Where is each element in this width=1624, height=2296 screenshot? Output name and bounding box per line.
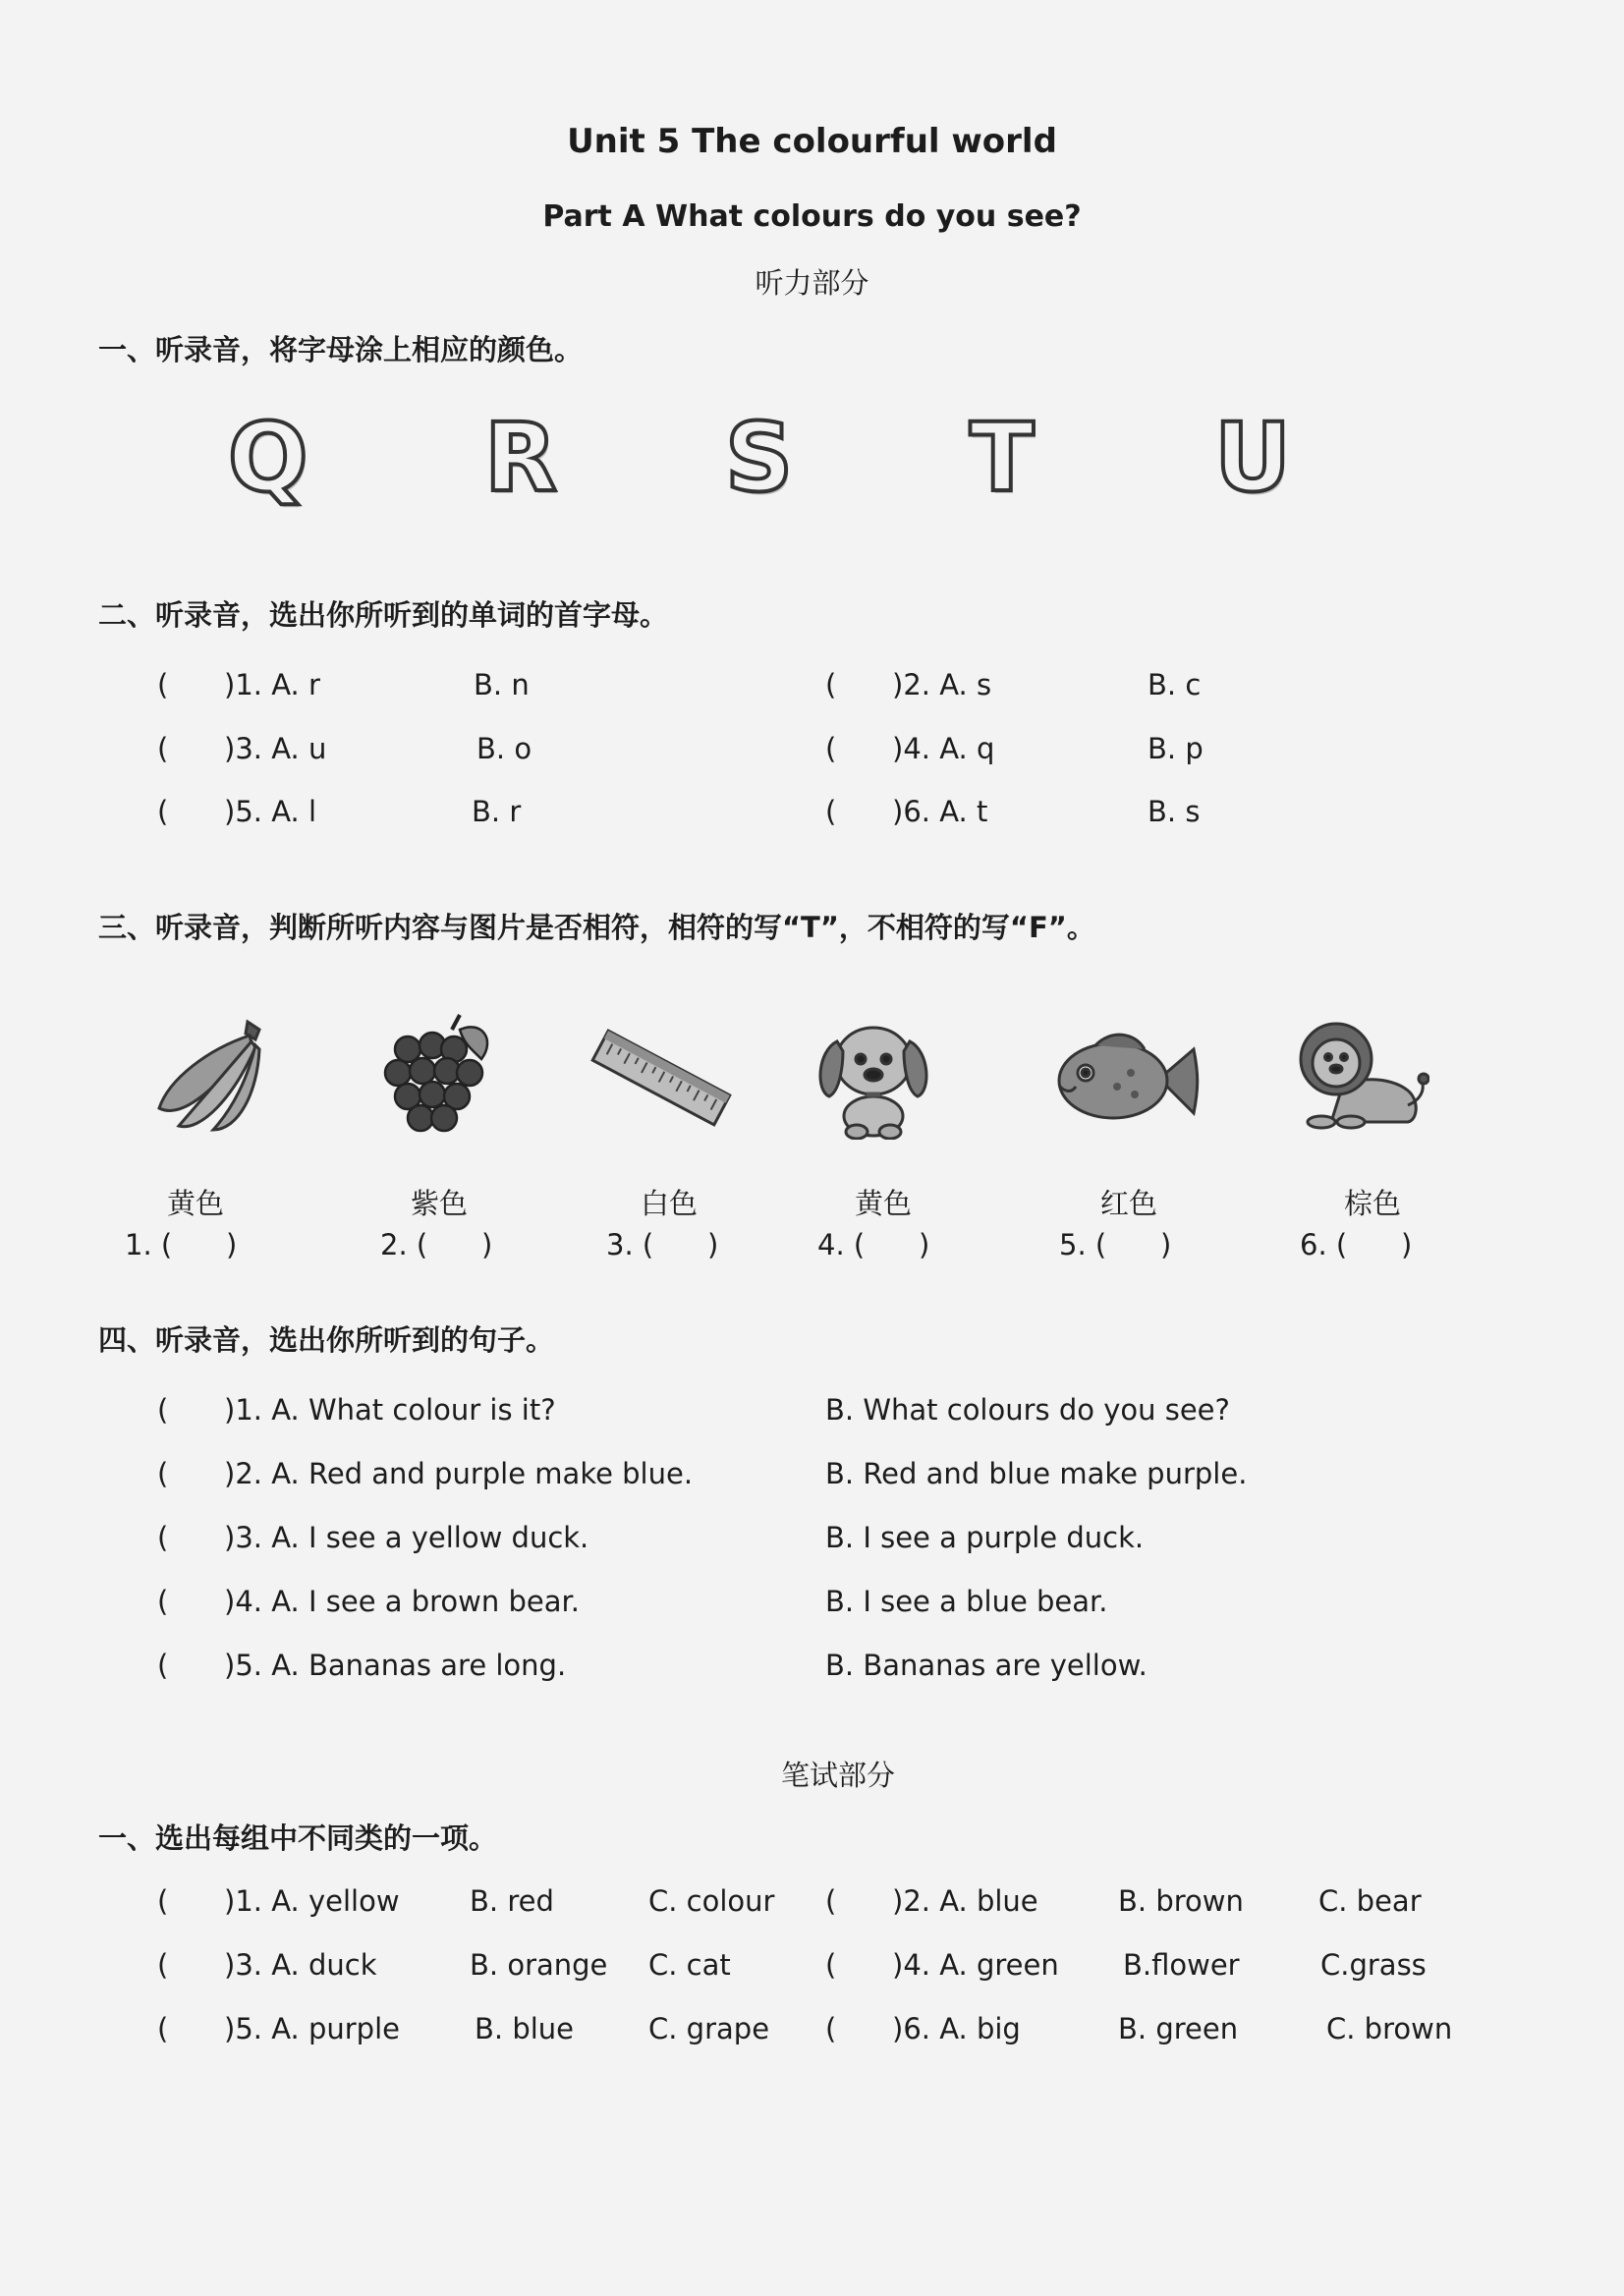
- item-close: ): [707, 1228, 719, 1261]
- sentence-option-a: )5. A. Bananas are long.: [224, 1649, 567, 1682]
- sentence-option-a: )3. A. I see a yellow duck.: [224, 1521, 589, 1554]
- choice-c: C. bear: [1318, 1884, 1422, 1918]
- answer-blank[interactable]: (: [157, 1457, 169, 1490]
- answer-blank[interactable]: (: [157, 1521, 169, 1554]
- sentence-option-a: )2. A. Red and purple make blue.: [224, 1457, 694, 1490]
- answer-blank[interactable]: (: [825, 668, 837, 701]
- item-number[interactable]: 1. (: [125, 1228, 173, 1261]
- answer-blank[interactable]: (: [825, 1948, 837, 1982]
- answer-blank[interactable]: (: [157, 2012, 169, 2045]
- choice-a: )1. A. yellow: [224, 1884, 400, 1918]
- choice-b: B. brown: [1118, 1884, 1244, 1918]
- item-close: ): [919, 1228, 930, 1261]
- color-label: 黄色: [167, 1187, 225, 1220]
- sentence-option-b: B. I see a purple duck.: [825, 1521, 1145, 1554]
- choice-b: B. red: [470, 1884, 554, 1918]
- question-option-a: )6. A. t: [892, 795, 988, 828]
- item-close: ): [226, 1228, 238, 1261]
- item-number[interactable]: 2. (: [380, 1228, 428, 1261]
- question-option-a: )5. A. l: [224, 795, 317, 828]
- dog-icon: [808, 1012, 940, 1140]
- choice-a: )4. A. green: [892, 1948, 1059, 1982]
- lion-icon: [1292, 1012, 1429, 1135]
- page-subtitle: Part A What colours do you see?: [542, 199, 1082, 234]
- choice-a: )5. A. purple: [224, 2012, 400, 2045]
- page-title: Unit 5 The colourful world: [567, 122, 1057, 161]
- choice-c: C. cat: [648, 1948, 731, 1982]
- question-option-b: B. r: [472, 795, 522, 828]
- banana-icon: [140, 1010, 277, 1138]
- color-label: 紫色: [411, 1187, 469, 1220]
- letter-r: R: [484, 403, 557, 513]
- question-option-a: )3. A. u: [224, 732, 327, 765]
- choice-b: B. orange: [470, 1948, 608, 1982]
- letter-s: S: [725, 403, 794, 513]
- choice-a: )6. A. big: [892, 2012, 1021, 2045]
- item-number[interactable]: 5. (: [1059, 1228, 1107, 1261]
- answer-blank[interactable]: (: [157, 732, 169, 765]
- question-option-b: B. s: [1148, 795, 1201, 828]
- answer-blank[interactable]: (: [157, 1585, 169, 1618]
- question-option-a: )2. A. s: [892, 668, 992, 701]
- sentence-option-b: B. What colours do you see?: [825, 1393, 1230, 1427]
- choice-c: C.grass: [1320, 1948, 1427, 1982]
- writing-header: 笔试部分: [781, 1759, 896, 1792]
- choice-b: B. green: [1118, 2012, 1239, 2045]
- item-number[interactable]: 3. (: [606, 1228, 654, 1261]
- answer-blank[interactable]: (: [157, 1649, 169, 1682]
- sentence-option-a: )1. A. What colour is it?: [224, 1393, 556, 1427]
- choice-b: B. blue: [475, 2012, 575, 2045]
- answer-blank[interactable]: (: [157, 1393, 169, 1427]
- ruler-icon: [588, 1022, 735, 1135]
- writing-section-1-heading: 一、选出每组中不同类的一项。: [98, 1821, 498, 1855]
- choice-c: C. grape: [648, 2012, 770, 2045]
- item-close: ): [1160, 1228, 1172, 1261]
- answer-blank[interactable]: (: [157, 795, 169, 828]
- answer-blank[interactable]: (: [825, 795, 837, 828]
- question-option-b: B. n: [474, 668, 530, 701]
- answer-blank[interactable]: (: [157, 668, 169, 701]
- answer-blank[interactable]: (: [157, 1884, 169, 1918]
- choice-c: C. brown: [1326, 2012, 1453, 2045]
- listening-section-4-heading: 四、听录音，选出你所听到的句子。: [98, 1323, 555, 1357]
- sentence-option-b: B. Bananas are yellow.: [825, 1649, 1148, 1682]
- listening-header: 听力部分: [755, 266, 869, 300]
- question-option-a: )4. A. q: [892, 732, 995, 765]
- item-close: ): [1401, 1228, 1413, 1261]
- sentence-option-a: )4. A. I see a brown bear.: [224, 1585, 580, 1618]
- listening-section-1-heading: 一、听录音，将字母涂上相应的颜色。: [98, 333, 584, 366]
- item-number[interactable]: 4. (: [817, 1228, 866, 1261]
- color-label: 棕色: [1344, 1187, 1402, 1220]
- item-close: ): [481, 1228, 493, 1261]
- grapes-icon: [373, 1010, 501, 1138]
- color-label: 红色: [1100, 1187, 1158, 1220]
- listening-section-2-heading: 二、听录音，选出你所听到的单词的首字母。: [98, 598, 669, 632]
- letter-t: T: [970, 403, 1035, 513]
- answer-blank[interactable]: (: [157, 1948, 169, 1982]
- sentence-option-b: B. I see a blue bear.: [825, 1585, 1108, 1618]
- choice-b: B.flower: [1123, 1948, 1240, 1982]
- item-number[interactable]: 6. (: [1300, 1228, 1348, 1261]
- letter-q: Q: [228, 403, 308, 513]
- question-option-a: )1. A. r: [224, 668, 320, 701]
- answer-blank[interactable]: (: [825, 732, 837, 765]
- choice-a: )2. A. blue: [892, 1884, 1038, 1918]
- sentence-option-b: B. Red and blue make purple.: [825, 1457, 1248, 1490]
- answer-blank[interactable]: (: [825, 1884, 837, 1918]
- question-option-b: B. o: [476, 732, 532, 765]
- answer-blank[interactable]: (: [825, 2012, 837, 2045]
- question-option-b: B. p: [1148, 732, 1204, 765]
- choice-a: )3. A. duck: [224, 1948, 377, 1982]
- letter-u: U: [1214, 403, 1291, 513]
- fish-icon: [1046, 1030, 1204, 1133]
- choice-c: C. colour: [648, 1884, 775, 1918]
- listening-section-3-heading: 三、听录音，判断所听内容与图片是否相符，相符的写“T”，不相符的写“F”。: [98, 911, 1095, 944]
- color-label: 黄色: [855, 1187, 913, 1220]
- color-label: 白色: [641, 1187, 699, 1220]
- question-option-b: B. c: [1148, 668, 1202, 701]
